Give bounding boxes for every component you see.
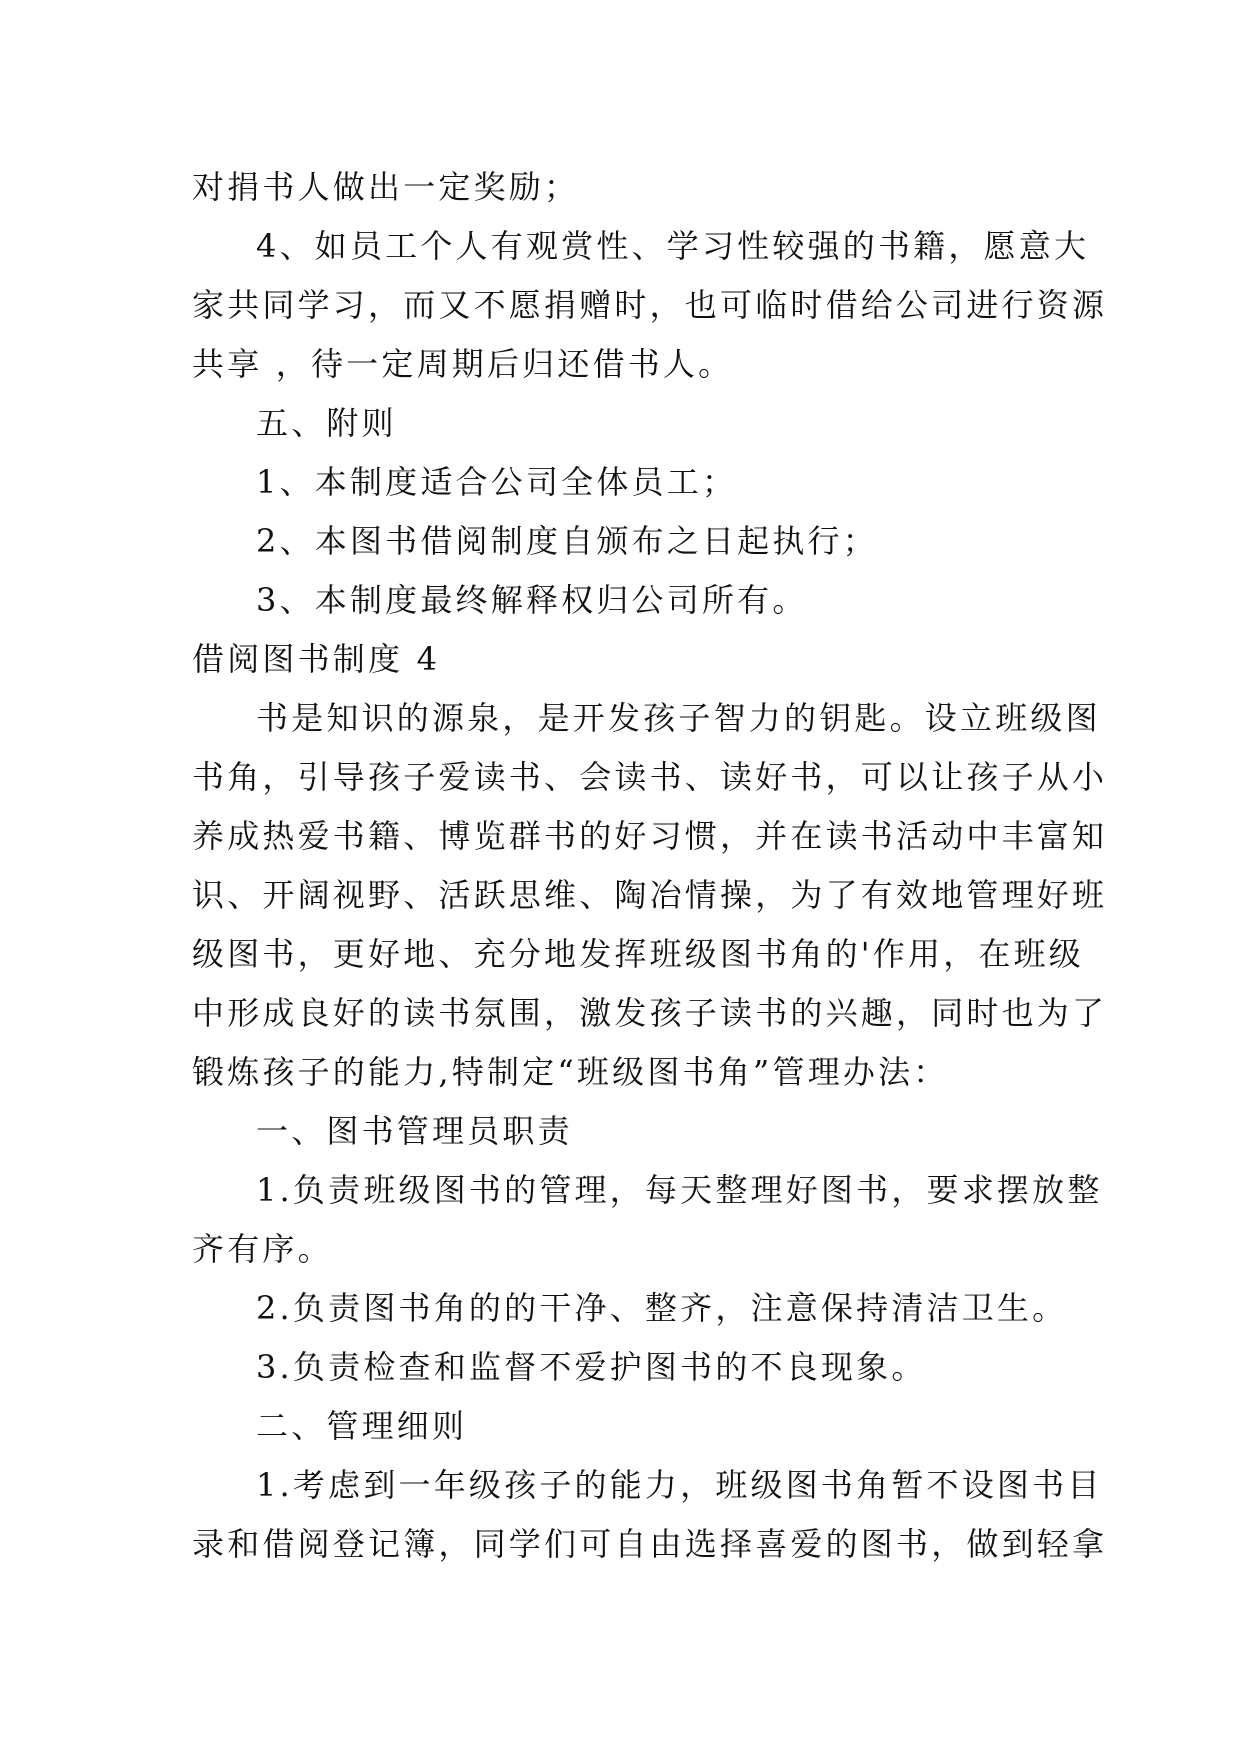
text-line-8: 3、本制度最终解释权归公司所有。 [256,581,808,619]
section-heading-appendix: 五、附则 [256,404,397,442]
text-line-6: 1、本制度适合公司全体员工； [256,463,738,501]
document-body [192,158,1108,1574]
document-section-title: 借阅图书制度 4 [192,640,441,678]
section-heading-management-rules: 二、管理细则 [256,1407,468,1445]
text-line-20: 2.负责图书角的的干净、整齐，注意保持清洁卫生。 [256,1289,1068,1327]
text-line-7: 2、本图书借阅制度自颁布之日起执行； [256,522,878,560]
text-line-24: 录和借阅登记簿，同学们可自由选择喜爱的图书，做到轻拿 [192,1525,1108,1563]
section-heading-librarian-duties: 一、图书管理员职责 [256,1112,573,1150]
text-line-19: 齐有序。 [192,1230,333,1268]
text-line-13: 识、开阔视野、活跃思维、陶冶情操，为了有效地管理好班 [192,876,1108,914]
text-line-12: 养成热爱书籍、博览群书的好习惯，并在读书活动中丰富知 [192,817,1108,855]
text-line-11: 书角，引导孩子爱读书、会读书、读好书，可以让孩子从小 [192,758,1108,796]
text-line-16: 锻炼孩子的能力,特制定“班级图书角”管理办法： [192,1053,949,1091]
text-line-23: 1.考虑到一年级孩子的能力，班级图书角暂不设图书目 [256,1466,1103,1504]
text-line-21: 3.负责检查和监督不爱护图书的不良现象。 [256,1348,927,1386]
text-line-4: 共享 ，待一定周期后归还借书人。 [192,345,734,383]
text-line-10: 书是知识的源泉，是开发孩子智力的钥匙。设立班级图 [256,699,1101,737]
text-line-15: 中形成良好的读书氛围，激发孩子读书的兴趣，同时也为了 [192,994,1108,1032]
text-line-2: 4、如员工个人有观赏性、学习性较强的书籍，愿意大 [256,227,1090,265]
text-line-14: 级图书，更好地、充分地发挥班级图书角的'作用，在班级 [192,935,1084,973]
text-line-3: 家共同学习，而又不愿捐赠时，也可临时借给公司进行资源 [192,286,1108,324]
text-line-18: 1.负责班级图书的管理，每天整理好图书，要求摆放整 [256,1171,1103,1209]
text-line-1: 对捐书人做出一定奖励； [192,168,580,206]
